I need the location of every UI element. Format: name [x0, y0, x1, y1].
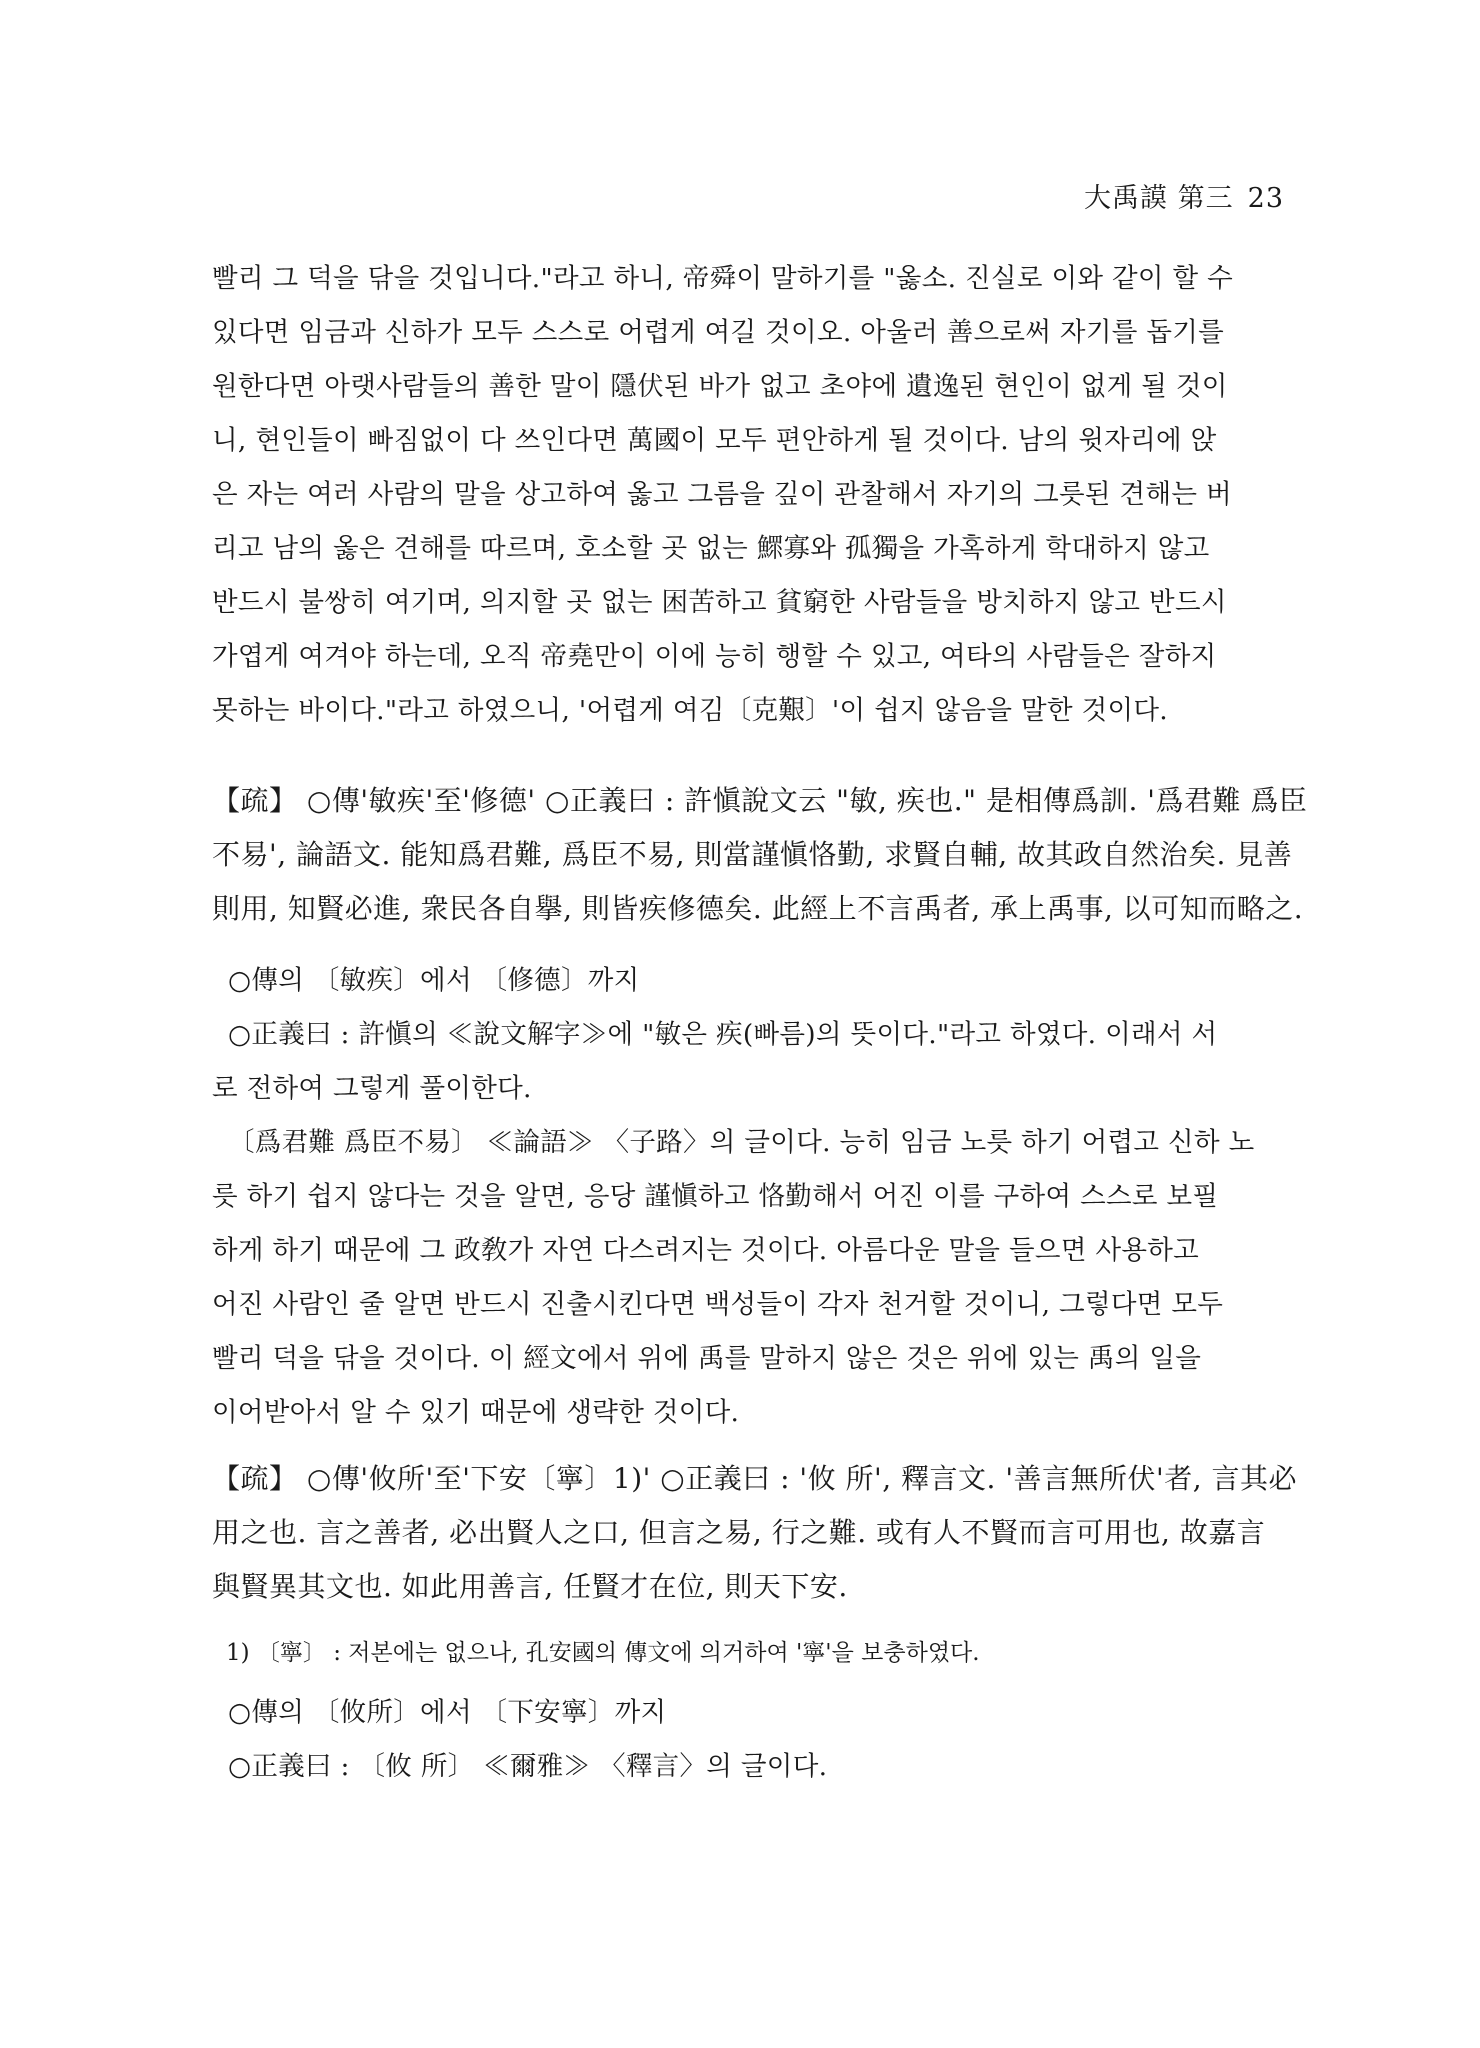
translation-paragraph	[212, 252, 1276, 738]
text-line: 리고 남의 옳은 견해를 따르며, 호소할 곳 없는 鰥寡와 孤獨을 가혹하게 학대하지 않고	[212, 533, 1210, 564]
commentary-translation-2	[212, 1686, 1276, 1794]
text-line: 하게 하기 때문에 그 政敎가 자연 다스려지는 것이다. 아름다운 말을 들으면 사용하고	[212, 1235, 1200, 1266]
text-line: 있다면 임금과 신하가 모두 스스로 어렵게 여길 것이오. 아울러 善으로써 자기를 돕기를	[212, 317, 1225, 348]
footnote: 1) 〔寧〕 : 저본에는 없으나, 孔安國의 傳文에 의거하여 '寧'을 보충하였다.	[226, 1640, 980, 1666]
text-line: ○傳의 〔敏疾〕에서 〔修德〕까지	[228, 965, 640, 996]
text-line: 則用, 知賢必進, 衆民各自擧, 則皆疾修德矣. 此經上不言禹者, 承上禹事, 以可知而略之.	[212, 892, 1304, 925]
text-line: 반드시 불쌍히 여기며, 의지할 곳 없는 困苦하고 貧窮한 사람들을 방치하지 않고 반드시	[212, 587, 1227, 618]
commentary-chinese-1	[212, 774, 1308, 936]
text-line: 不易', 論語文. 能知爲君難, 爲臣不易, 則當謹愼恪勤, 求賢自輔, 故其政自然治矣. 見善	[212, 838, 1293, 871]
header-title: 大禹謨 第三	[1084, 183, 1234, 214]
text-line: 니, 현인들이 빠짐없이 다 쓰인다면 萬國이 모두 편안하게 될 것이다. 남의 윗자리에 앉	[212, 425, 1217, 456]
text-line: 【疏】 ○傳'敏疾'至'修德' ○正義曰 : 許愼說文云 "敏, 疾也." 是相傳爲訓. '爲君難 爲臣	[212, 784, 1308, 817]
text-line: 은 자는 여러 사람의 말을 상고하여 옳고 그름을 깊이 관찰해서 자기의 그릇된 견해는 버	[212, 479, 1232, 510]
text-line: 빨리 덕을 닦을 것이다. 이 經文에서 위에 禹를 말하지 않은 것은 위에 있는 禹의 일을	[212, 1343, 1202, 1374]
text-line: 與賢異其文也. 如此用善言, 任賢才在位, 則天下安.	[212, 1570, 848, 1603]
text-line: 〔爲君難 爲臣不易〕 ≪論語≫ 〈子路〉의 글이다. 능히 임금 노릇 하기 어렵고 신하 노	[228, 1127, 1255, 1158]
commentary-chinese-2	[212, 1452, 1298, 1614]
text-line: ○正義曰 : 〔攸 所〕 ≪爾雅≫ 〈釋言〉의 글이다.	[228, 1751, 828, 1782]
text-line: 못하는 바이다."라고 하였으니, '어렵게 여김〔克艱〕'이 쉽지 않음을 말한 것이다.	[212, 695, 1168, 726]
text-line: 가엽게 여겨야 하는데, 오직 帝堯만이 이에 능히 행할 수 있고, 여타의 사람들은 잘하지	[212, 641, 1217, 672]
text-line: 【疏】 ○傳'攸所'至'下安〔寧〕1)' ○正義曰 : '攸 所', 釋言文. '善言無所伏'者, 言其必	[212, 1462, 1298, 1495]
text-line: 빨리 그 덕을 닦을 것입니다."라고 하니, 帝舜이 말하기를 "옳소. 진실로 이와 같이 할 수	[212, 263, 1234, 294]
page-number: 23	[1247, 183, 1284, 214]
text-line: 이어받아서 알 수 있기 때문에 생략한 것이다.	[212, 1397, 740, 1428]
commentary-translation-1	[212, 954, 1276, 1440]
running-header	[1084, 176, 1284, 215]
text-line: 用之也. 言之善者, 必出賢人之口, 但言之易, 行之難. 或有人不賢而言可用也, 故嘉言	[212, 1516, 1266, 1549]
text-line: 릇 하기 쉽지 않다는 것을 알면, 응당 謹愼하고 恪勤해서 어진 이를 구하여 스스로 보필	[212, 1181, 1219, 1212]
text-line: ○傳의 〔攸所〕에서 〔下安寧〕까지	[228, 1697, 667, 1728]
text-line: 어진 사람인 줄 알면 반드시 진출시킨다면 백성들이 각자 천거할 것이니, 그렇다면 모두	[212, 1289, 1224, 1320]
text-line: ○正義曰 : 許愼의 ≪說文解字≫에 "敏은 疾(빠름)의 뜻이다."라고 하였다. 이래서 서	[228, 1019, 1218, 1050]
text-line: 로 전하여 그렇게 풀이한다.	[212, 1073, 532, 1104]
text-line: 원한다면 아랫사람들의 善한 말이 隱伏된 바가 없고 초야에 遺逸된 현인이 없게 될 것이	[212, 371, 1228, 402]
